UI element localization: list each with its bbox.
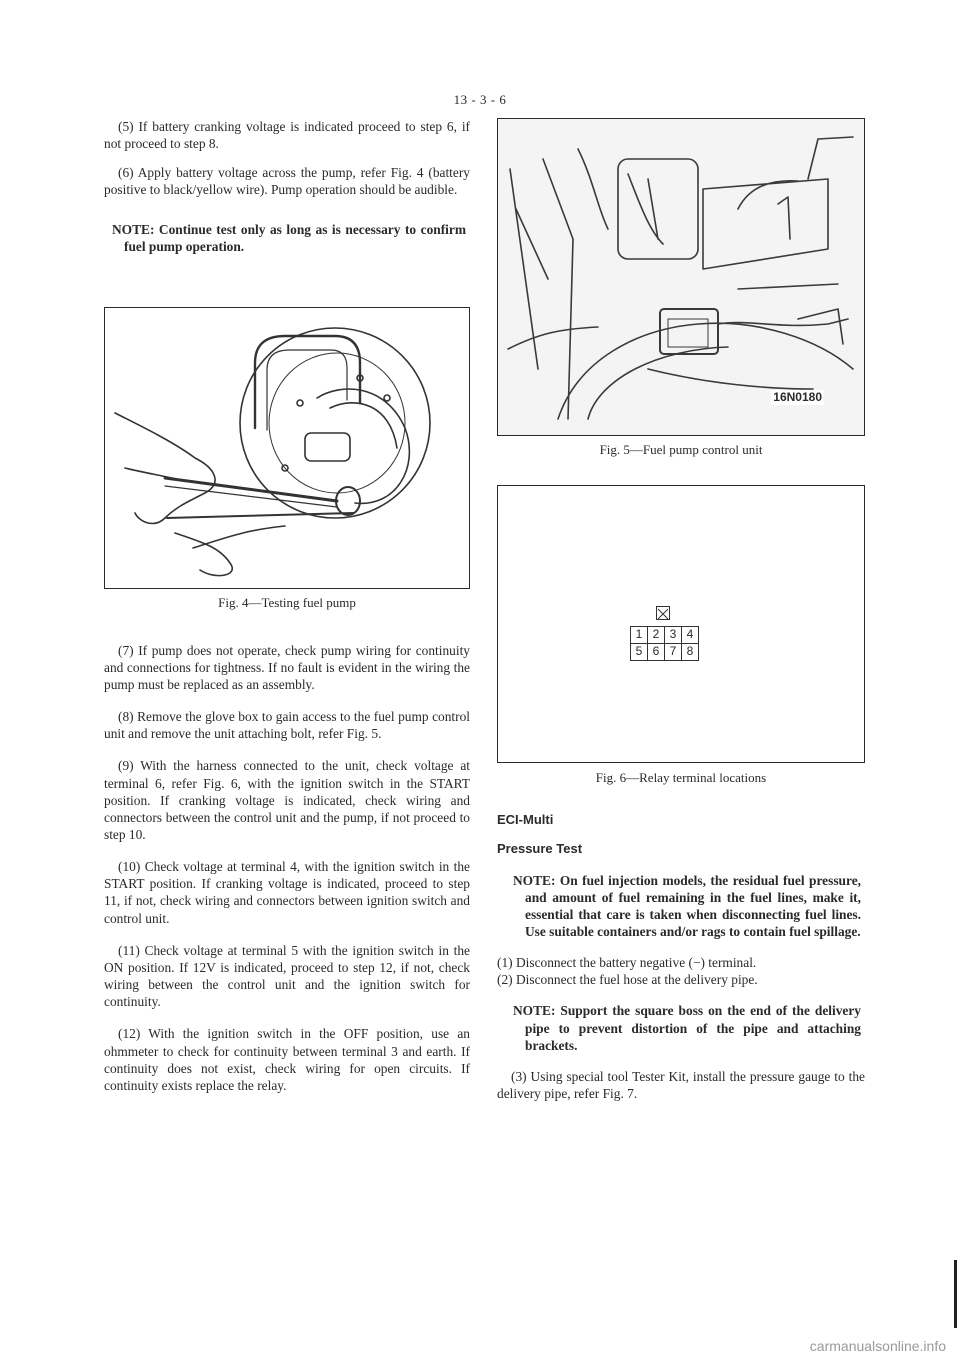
step-5: (5) If battery cranking voltage is indicated proceed to step 6, if not proceed to step 8. xyxy=(104,119,470,152)
site-watermark: carmanualsonline.info xyxy=(809,1338,946,1354)
note-square-boss: NOTE: Support the square boss on the end of the delivery pipe to prevent distortion of the pipe and attaching brackets. xyxy=(513,1003,861,1053)
relay-terminal-5: 5 xyxy=(631,643,648,660)
pressure-step-3: (3) Using special tool Tester Kit, install the pressure gauge to the delivery pipe, refer Fig. 7. xyxy=(497,1068,865,1102)
relay-key-icon xyxy=(656,606,670,620)
note-fuel-pressure: NOTE: On fuel injection models, the residual fuel pressure, and amount of fuel remaining in the fuel lines, make it, essential that care is taken when disconnecting fuel lines. Use suitable containers and/or rags to contain fuel spillage. xyxy=(513,872,861,939)
figure-5-caption: Fig. 5—Fuel pump control unit xyxy=(599,442,763,457)
relay-terminal-6: 6 xyxy=(648,643,665,660)
relay-terminal-4: 4 xyxy=(682,626,699,643)
relay-terminal-row-top xyxy=(631,626,699,643)
relay-terminal-8: 8 xyxy=(682,643,699,660)
figure-4-caption: Fig. 4—Testing fuel pump xyxy=(218,594,356,610)
figure-5-fuel-pump-control-unit xyxy=(497,118,865,436)
page-number: 13 - 3 - 6 xyxy=(453,92,507,107)
relay-terminal-row-bottom xyxy=(631,643,699,660)
pressure-step-1: (1) Disconnect the battery negative (−) terminal. xyxy=(497,955,757,971)
relay-terminal-3: 3 xyxy=(665,626,682,643)
step-8: (8) Remove the glove box to gain access to the fuel pump control unit and remove the unit attaching bolt, refer Fig. 5. xyxy=(104,709,470,742)
figure-4-testing-fuel-pump xyxy=(104,307,470,589)
note-continue-test: NOTE: Continue test only as long as is necessary to confirm fuel pump operation. xyxy=(112,221,466,254)
figure-6-caption: Fig. 6—Relay terminal locations xyxy=(595,769,767,785)
relay-key-cross-icon xyxy=(657,608,669,620)
control-unit-photo xyxy=(498,119,862,435)
step-9: (9) With the harness connected to the unit, check voltage at terminal 6, refer Fig. 6, with the ignition switch in the START position. If cranking voltage is indicated, check wiring and connectors between the control unit and the pump, if not proceed to step 10. xyxy=(104,758,470,842)
relay-terminal-grid xyxy=(630,626,699,661)
section-heading-pressure-test: Pressure Test xyxy=(497,840,583,856)
fuel-pump-test-illustration xyxy=(105,308,467,588)
section-heading-eci-multi: ECI-Multi xyxy=(497,812,554,828)
relay-terminal-2: 2 xyxy=(648,626,665,643)
right-column xyxy=(497,118,865,1102)
figure-6-relay-terminal-locations xyxy=(497,485,865,763)
step-11: (11) Check voltage at terminal 5 with the ignition switch in the ON position. If 12V is indicated, proceed to step 12, if not, check wiring between the control unit and the ignition switch for continuity. xyxy=(104,942,470,1010)
pressure-step-2: (2) Disconnect the fuel hose at the delivery pipe. xyxy=(497,972,758,988)
figure-5-photo-label: 16N0180 xyxy=(773,389,822,404)
relay-terminal-7: 7 xyxy=(665,643,682,660)
step-6: (6) Apply battery voltage across the pump, refer Fig. 4 (battery positive to black/yellow wire). Pump operation should be audible. xyxy=(104,165,470,198)
left-column xyxy=(104,118,470,1094)
step-7: (7) If pump does not operate, check pump wiring for continuity and connections for tightness. If no fault is evident in the wiring the pump must be replaced as an assembly. xyxy=(104,642,470,692)
margin-mark xyxy=(954,1260,957,1328)
step-10: (10) Check voltage at terminal 4, with the ignition switch in the START position. If cranking voltage is indicated, proceed to step 11, if not, check wiring and connectors between ignition switch and control unit. xyxy=(104,859,470,926)
relay-terminal-1: 1 xyxy=(631,626,648,643)
step-12: (12) With the ignition switch in the OFF position, use an ohmmeter to check for continuity between terminal 3 and earth. If continuity does not exist, check wiring for open circuits. If continuity exists replace the relay. xyxy=(104,1026,470,1093)
